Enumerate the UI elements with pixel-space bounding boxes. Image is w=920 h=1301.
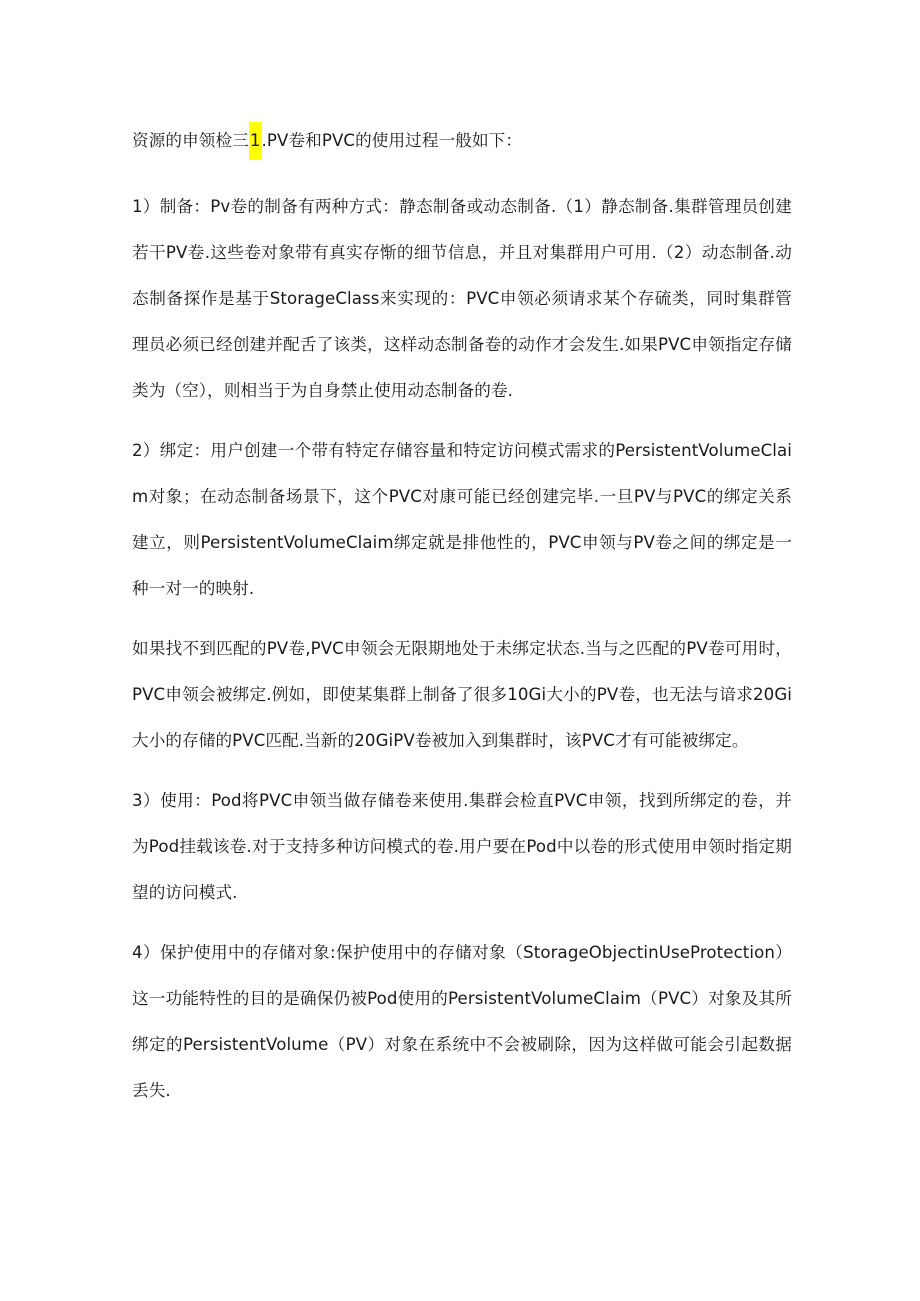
paragraph-unbound: 如果找不到匹配的PV卷,PVC申领会无限期地处于未绑定状态.当与之匹配的PV卷可用时，PVC申领会被绑定.例如，即使某集群上制备了很多10Gi大小的PV卷，也无法与谙求20Gi大小的存储的PVC匹配.当新的20GiPV卷被加入到集群时，该PVC才有可能被绑定。 [132,639,792,750]
paragraph-binding: 2）绑定：用户创建一个带有特定存储容量和特定访问模式需求的PersistentVolumeClaim对象；在动态制备场景下，这个PVC对康可能已经创建完毕.一旦PV与PVC的绑定关系建立，则PersistentVolumeClaim绑定就是排他性的，PVC申领与PV卷之间的绑定是一种一对一的映射. [132,441,792,598]
paragraph-provisioning: 1）制备：Pv卷的制备有两种方式：静态制备或动态制备.（1）静态制备.集群管理员创建若干PV卷.这些卷对象带有真实存惭的细节信息，并且对集群用户可用.（2）动态制备.动态制备探作是基于StorageClass来实现的：PVC申领必须请求某个存硫类，同时集群管理员必须已经创建并配舌了该类，这样动态制备卷的动作才会发生.如果PVC申领指定存储类为（空），则相当于为自身禁止使用动态制备的卷. [132,197,792,400]
paragraph-protection: 4）保护使用中的存储对象:保护使用中的存储对象（StorageObjectinUseProtection）这一功能特性的目的是确保仍被Pod使用的PersistentVolumeClaim（PVC）对象及其所绑定的PersistentVolume（PV）对象在系统中不会被刷除，因为这样做可能会引起数据丢失. [132,943,792,1100]
title-suffix: .PV卷和PVC的使用过程一般如下： [261,131,523,150]
paragraph-using: 3）使用：Pod将PVC申领当做存储卷来使用.集群会检直PVC申领，找到所绑定的卷，并为Pod挂载该卷.对于支持多种访问模式的卷.用户要在Pod中以卷的形式使用申领时指定期望的访问模式. [132,791,792,902]
document-body [132,118,792,1128]
title-line [132,118,792,164]
title-prefix: 资源的申领检三 [132,131,249,150]
highlighted-number: 1 [249,122,262,160]
